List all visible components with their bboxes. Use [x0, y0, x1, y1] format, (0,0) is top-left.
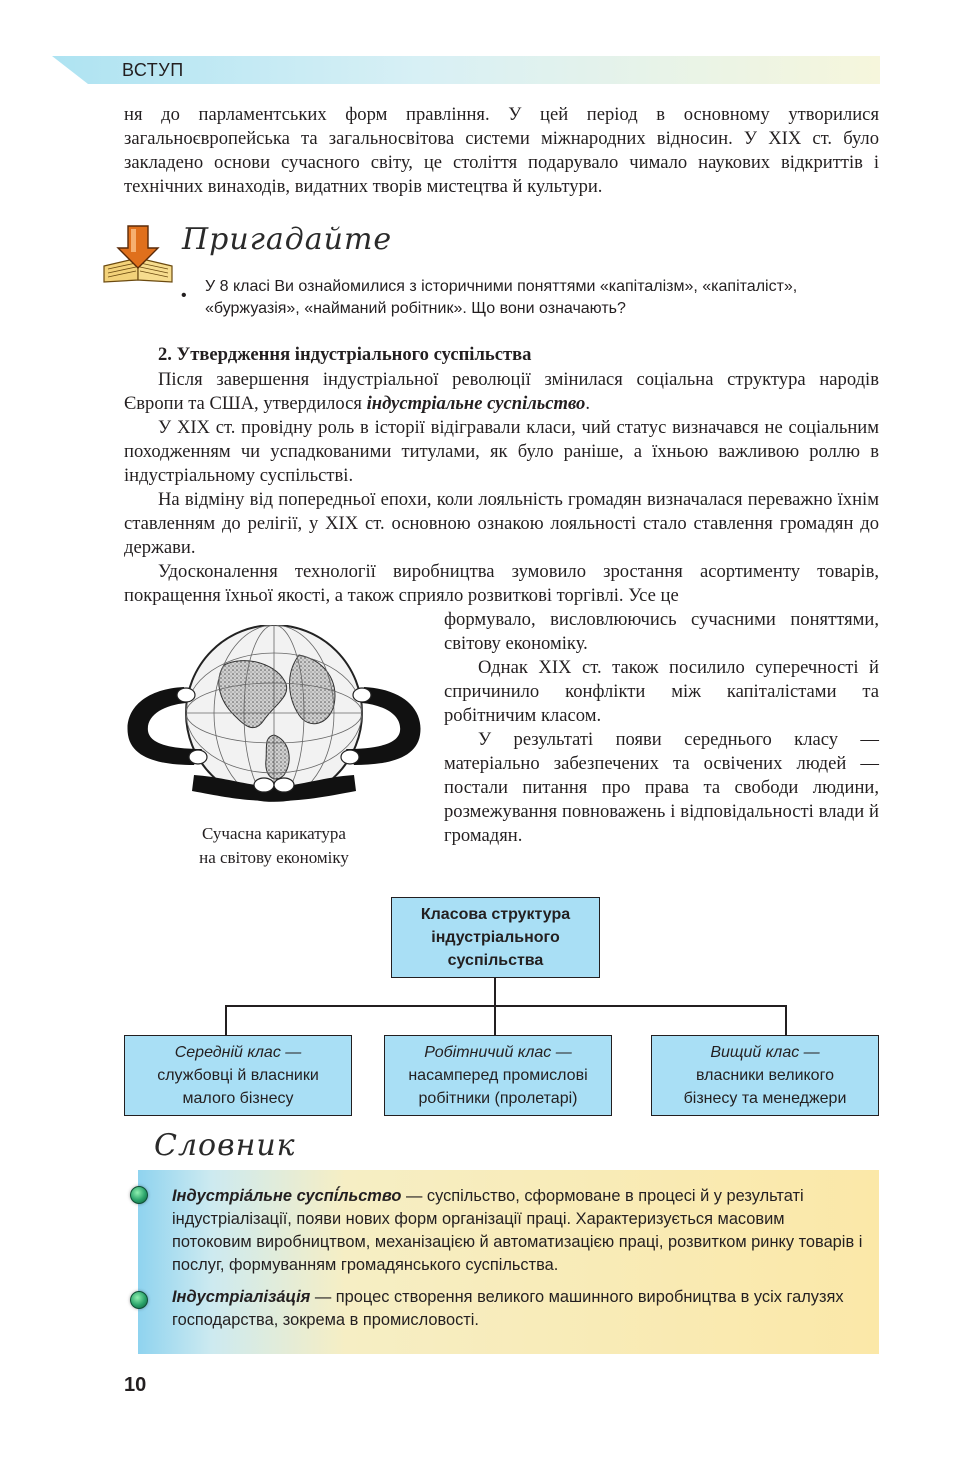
middle-class-box: Середній клас — службовці й власники малого бізнесу [124, 1035, 352, 1116]
bullet-dot-icon [130, 1291, 148, 1309]
connector-line [225, 1005, 787, 1007]
caption-line: Сучасна карикатура [202, 824, 346, 843]
glossary-term: Індустріа́льне суспі́льство [172, 1187, 402, 1205]
caption-line: на світову економіку [199, 848, 349, 867]
glossary-term: Індустріаліза́ція [172, 1288, 311, 1306]
bullet-dot-icon [130, 1186, 148, 1204]
section-paragraph-3: На відміну від попередньої епохи, коли лояльність громадян визначалася переважно їхнім ставленням до релігії, у XIX ст. основною ознакою лояльності стало ставлення громадян до держави. [124, 489, 879, 558]
upper-class-box: Вищий клас — власники великого бізнесу та менеджери [651, 1035, 879, 1116]
diagram-root-box: Класова структура індустріального суспільства [391, 897, 600, 978]
connector-line [785, 1005, 787, 1036]
connector-line [225, 1005, 227, 1036]
glossary-title: Словник [154, 1128, 296, 1163]
working-class-box: Робітничий клас — насамперед промислові робітники (пролетарі) [384, 1035, 612, 1116]
column-paragraph-1: формувало, висловлюючись сучасними поняттями, світову економіку. [444, 609, 879, 654]
bullet-mark: • [181, 287, 187, 304]
intro-paragraph: ня до парламентських форм правління. У цей період в основному утворилися загальноєвропейська та загальносвітова системи міжнародних відносин. У XIX ст. було закладено основи сучасного світу, це століття подарувало чимало наукових відкриттів і технічних винаходів, видатних творів мистецтва й культури. [124, 104, 879, 197]
section-paragraph-1: Після завершення індустріальної революції змінилася соціальна структура народів Європи та США, утвердилося індустріальне суспільство. [124, 369, 879, 414]
section-paragraph-2: У XIX ст. провідну роль в історії відігравали класи, чий статус визначався не соціальним походженням чи успадкованими титулами, як було раніше, а їхньою важливою роллю в індустріальному суспільстві. [124, 417, 879, 486]
figure-caption [124, 822, 424, 870]
column-paragraph-2: Однак XIX ст. також посилило суперечності й спричинило конфлікти між капіталістами та робітничим класом. [444, 657, 879, 726]
glossary-entry-1: Індустріа́льне суспі́льство — суспільство, сформоване в процесі й у результаті індустріалізації, появи нових форм організації праці. Характеризується масовим потоковим виробництвом, механізацією й автоматизацією праці, розвитком ринку товарів і послуг, формуванням громадянського суспільства. [172, 1187, 863, 1274]
remember-title: Пригадайте [182, 222, 393, 257]
term-industrial-society: індустріальне суспільство [366, 393, 586, 414]
glossary-entry-2: Індустріаліза́ція — процес створення великого машинного виробництва в усіх галузях господарства, зокрема в промисловості. [172, 1288, 844, 1329]
section-heading: 2. Утвердження індустріального суспільства [158, 344, 532, 365]
section-paragraph-4: Удосконалення технології виробництва зумовило зростання асортименту товарів, покращення їхньої якості, а також сприяло розвиткові торгівлі. Усе це [124, 561, 879, 606]
connector-line [494, 978, 496, 1036]
globe-cartoon-illustration [124, 625, 424, 807]
page-number: 10 [124, 1374, 147, 1396]
remember-question: У 8 класі Ви ознайомилися з історичними поняттями «капіталізм», «капіталіст», «буржуазія», «найманий робітник». Що вони означають? [205, 278, 798, 317]
section-label: ВСТУП [122, 60, 184, 80]
book-arrow-icon [100, 222, 178, 284]
column-paragraph-3: У результаті появи середнього класу — матеріально забезпечених та освічених людей — постали питання про права та свободи людини, розмежування повноважень і відповідальності влади й громадян. [444, 729, 879, 846]
